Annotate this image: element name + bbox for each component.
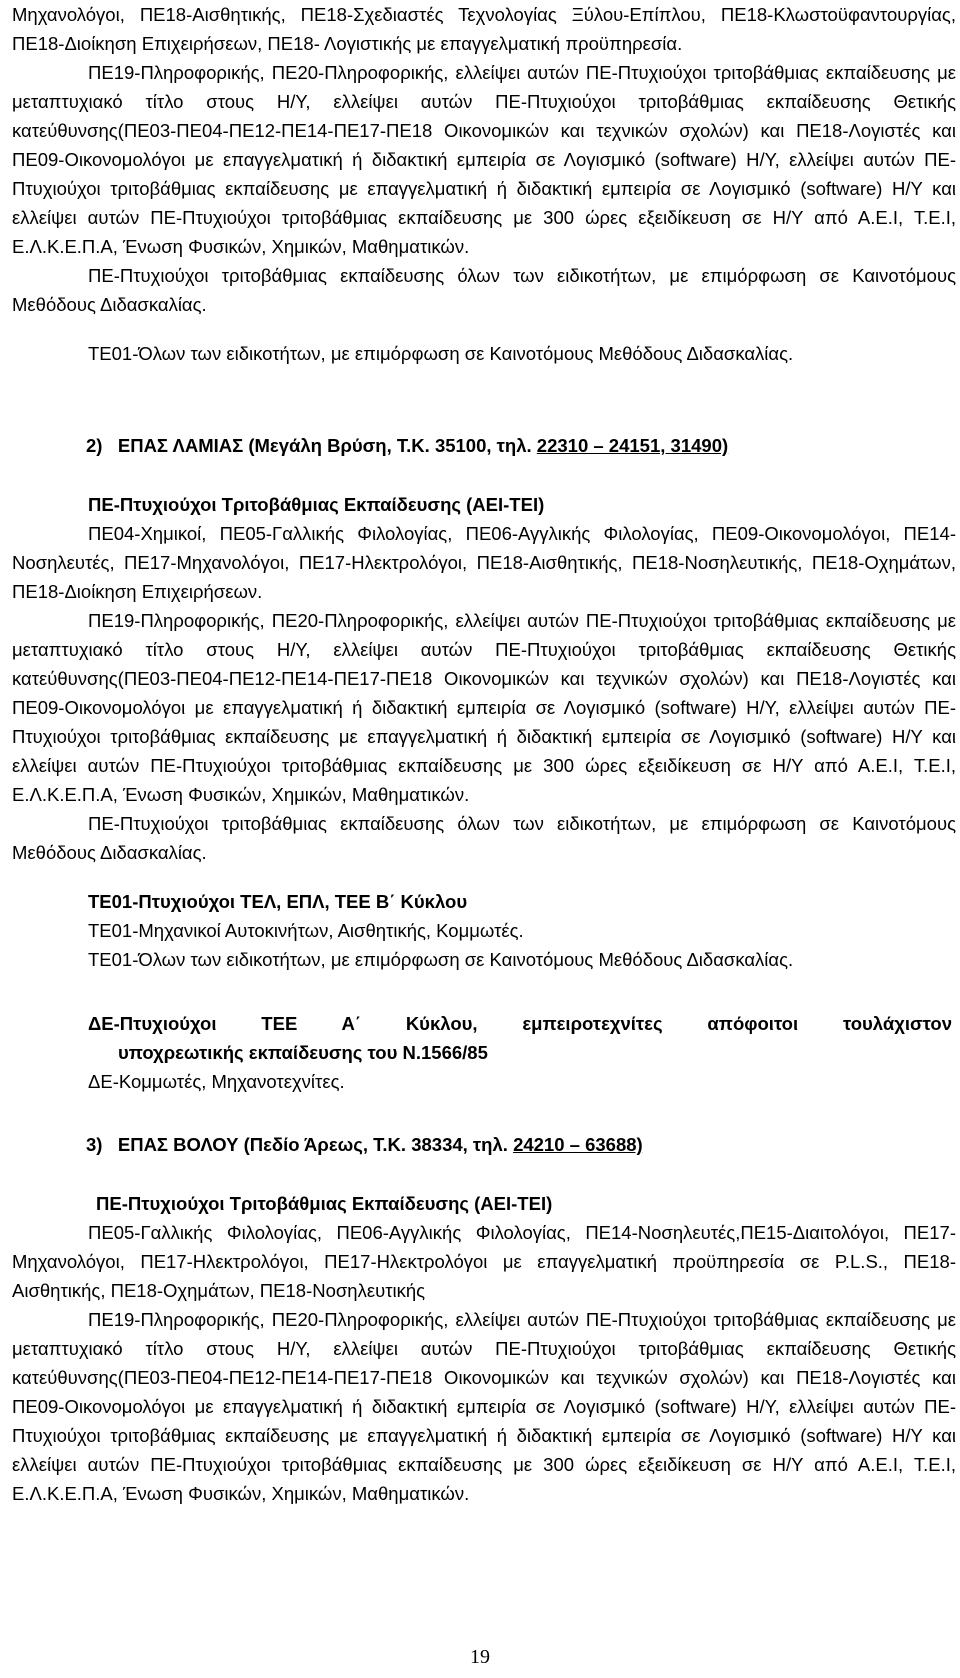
section-2-title: [86, 431, 728, 460]
section-2-de-heading-line-1: ΔΕ-Πτυχιούχοι ΤΕΕ Α΄ Κύκλου, εμπειροτεχνίτες απόφοιτοι τουλάχιστον: [88, 1013, 952, 1034]
section-2-title-phones: 22310 – 24151, 31490): [536, 435, 729, 456]
intro-paragraph-3: ΠΕ-Πτυχιούχοι τριτοβάθμιας εκπαίδευσης όλων των ειδικοτήτων, με επιμόρφωση σε Καινοτόμους Μεθόδους Διδασκαλίας.: [12, 265, 956, 315]
section-2-te-paragraph-1: ΤΕ01-Μηχανικοί Αυτοκινήτων, Αισθητικής, Κομμωτές.: [88, 920, 524, 941]
page-number: 19: [470, 1646, 490, 1668]
intro-paragraph-2: ΠΕ19-Πληροφορικής, ΠΕ20-Πληροφορικής, ελλείψει αυτών ΠΕ-Πτυχιούχοι τριτοβάθμιας εκπαίδευσης με μεταπτυχιακό τίτλο στους Η/Υ, ελλείψει αυτών ΠΕ-Πτυχιούχοι τριτοβάθμιας εκπαίδευσης Θετικής κατεύθυνσης(ΠΕ03-ΠΕ04-ΠΕ12-ΠΕ14-ΠΕ17-ΠΕ18 Οικονομικών και τεχνικών σχολών) και ΠΕ18-Λογιστές και ΠΕ09-Οικονομολόγοι με επαγγελματική ή διδακτική εμπειρία σε Λογισμικό (software) Η/Υ, ελλείψει αυτών ΠΕ-Πτυχιούχοι τριτοβάθμιας εκπαίδευσης με επαγγελματική ή διδακτική εμπειρία σε Λογισμικό (software) Η/Υ και ελλείψει αυτών ΠΕ-Πτυχιούχοι τριτοβάθμιας εκπαίδευσης με 300 ώρες εξειδίκευση σε Η/Υ από Α.Ε.Ι, Τ.Ε.Ι, Ε.Λ.Κ.Ε.Π.Α, Ένωση Φυσικών, Χημικών, Μαθηματικών.: [12, 62, 956, 257]
section-2-title-main: ΕΠΑΣ ΛΑΜΙΑΣ (Μεγάλη Βρύση, Τ.Κ. 35100, τηλ.: [117, 435, 537, 456]
intro-paragraph-1: Μηχανολόγοι, ΠΕ18-Αισθητικής, ΠΕ18-Σχεδιαστές Τεχνολογίας Ξύλου-Επίπλου, ΠΕ18-Κλωστοϋφαντουργίας, ΠΕ18-Διοίκηση Επιχειρήσεων, ΠΕ18- Λογιστικής με επαγγελματική προϋπηρεσία.: [12, 4, 956, 54]
section-2-te-heading: ΤΕ01-Πτυχιούχοι ΤΕΛ, ΕΠΛ, ΤΕΕ Β΄ Κύκλου: [88, 891, 468, 912]
section-2-pe-paragraph-1: ΠΕ04-Χημικοί, ΠΕ05-Γαλλικής Φιλολογίας, ΠΕ06-Αγγλικής Φιλολογίας, ΠΕ09-Οικονομολόγοι, ΠΕ14-Νοσηλευτές, ΠΕ17-Μηχανολόγοι, ΠΕ17-Ηλεκτρολόγοι, ΠΕ18-Αισθητικής, ΠΕ18-Νοσηλευτικής, ΠΕ18-Οχημάτων, ΠΕ18-Διοίκηση Επιχειρήσεων.: [12, 523, 956, 602]
section-3-title-main: ΕΠΑΣ ΒΟΛΟΥ (Πεδίο Άρεως, Τ.Κ. 38334, τηλ.: [117, 1134, 514, 1155]
section-2-pe-paragraph-3: ΠΕ-Πτυχιούχοι τριτοβάθμιας εκπαίδευσης όλων των ειδικοτήτων, με επιμόρφωση σε Καινοτόμους Μεθόδους Διδασκαλίας.: [12, 813, 956, 863]
section-3-pe-paragraph-1: ΠΕ05-Γαλλικής Φιλολογίας, ΠΕ06-Αγγλικής Φιλολογίας, ΠΕ14-Νοσηλευτές,ΠΕ15-Διαιτολόγοι, ΠΕ17-Μηχανολόγοι, ΠΕ17-Ηλεκτρολόγοι, ΠΕ17-Ηλεκτρολόγοι με επαγγελματική προϋπηρεσία σε P.L.S., ΠΕ18-Αισθητικής, ΠΕ18-Οχημάτων, ΠΕ18-Νοσηλευτικής: [12, 1222, 956, 1301]
section-3-number: 3): [86, 1134, 103, 1155]
section-2-de-heading-line-2: υποχρεωτικής εκπαίδευσης του Ν.1566/85: [118, 1042, 488, 1063]
section-2-te-paragraph-2: ΤΕ01-Όλων των ειδικοτήτων, με επιμόρφωση σε Καινοτόμους Μεθόδους Διδασκαλίας.: [88, 949, 794, 970]
section-3-title: [86, 1130, 643, 1159]
section-3-title-phones: 24210 – 63688): [513, 1134, 643, 1155]
section-2-number: 2): [86, 435, 103, 456]
section-2-pe-paragraph-2: ΠΕ19-Πληροφορικής, ΠΕ20-Πληροφορικής, ελλείψει αυτών ΠΕ-Πτυχιούχοι τριτοβάθμιας εκπαίδευσης με μεταπτυχιακό τίτλο στους Η/Υ, ελλείψει αυτών ΠΕ-Πτυχιούχοι τριτοβάθμιας εκπαίδευσης Θετικής κατεύθυνσης(ΠΕ03-ΠΕ04-ΠΕ12-ΠΕ14-ΠΕ17-ΠΕ18 Οικονομικών και τεχνικών σχολών) και ΠΕ18-Λογιστές και ΠΕ09-Οικονομολόγοι με επαγγελματική ή διδακτική εμπειρία σε Λογισμικό (software) Η/Υ, ελλείψει αυτών ΠΕ-Πτυχιούχοι τριτοβάθμιας εκπαίδευσης με επαγγελματική ή διδακτική εμπειρία σε Λογισμικό (software) Η/Υ και ελλείψει αυτών ΠΕ-Πτυχιούχοι τριτοβάθμιας εκπαίδευσης με 300 ώρες εξειδίκευση σε Η/Υ από Α.Ε.Ι, Τ.Ε.Ι, Ε.Λ.Κ.Ε.Π.Α, Ένωση Φυσικών, Χημικών, Μαθηματικών.: [12, 610, 956, 805]
section-2-de-paragraph-1: ΔΕ-Κομμωτές, Μηχανοτεχνίτες.: [88, 1071, 345, 1092]
section-3-pe-heading: ΠΕ-Πτυχιούχοι Τριτοβάθμιας Εκπαίδευσης (ΑΕΙ-ΤΕΙ): [96, 1193, 553, 1214]
intro-paragraph-4: ΤΕ01-Όλων των ειδικοτήτων, με επιμόρφωση σε Καινοτόμους Μεθόδους Διδασκαλίας.: [88, 343, 794, 364]
section-3-pe-paragraph-2: ΠΕ19-Πληροφορικής, ΠΕ20-Πληροφορικής, ελλείψει αυτών ΠΕ-Πτυχιούχοι τριτοβάθμιας εκπαίδευσης με μεταπτυχιακό τίτλο στους Η/Υ, ελλείψει αυτών ΠΕ-Πτυχιούχοι τριτοβάθμιας εκπαίδευσης Θετικής κατεύθυνσης(ΠΕ03-ΠΕ04-ΠΕ12-ΠΕ14-ΠΕ17-ΠΕ18 Οικονομικών και τεχνικών σχολών) και ΠΕ18-Λογιστές και ΠΕ09-Οικονομολόγοι με επαγγελματική ή διδακτική εμπειρία σε Λογισμικό (software) Η/Υ, ελλείψει αυτών ΠΕ-Πτυχιούχοι τριτοβάθμιας εκπαίδευσης με επαγγελματική ή διδακτική εμπειρία σε Λογισμικό (software) Η/Υ και ελλείψει αυτών ΠΕ-Πτυχιούχοι τριτοβάθμιας εκπαίδευσης με 300 ώρες εξειδίκευση σε Η/Υ από Α.Ε.Ι, Τ.Ε.Ι, Ε.Λ.Κ.Ε.Π.Α, Ένωση Φυσικών, Χημικών, Μαθηματικών.: [12, 1309, 956, 1504]
section-2-pe-heading: ΠΕ-Πτυχιούχοι Τριτοβάθμιας Εκπαίδευσης (ΑΕΙ-ΤΕΙ): [88, 494, 545, 515]
